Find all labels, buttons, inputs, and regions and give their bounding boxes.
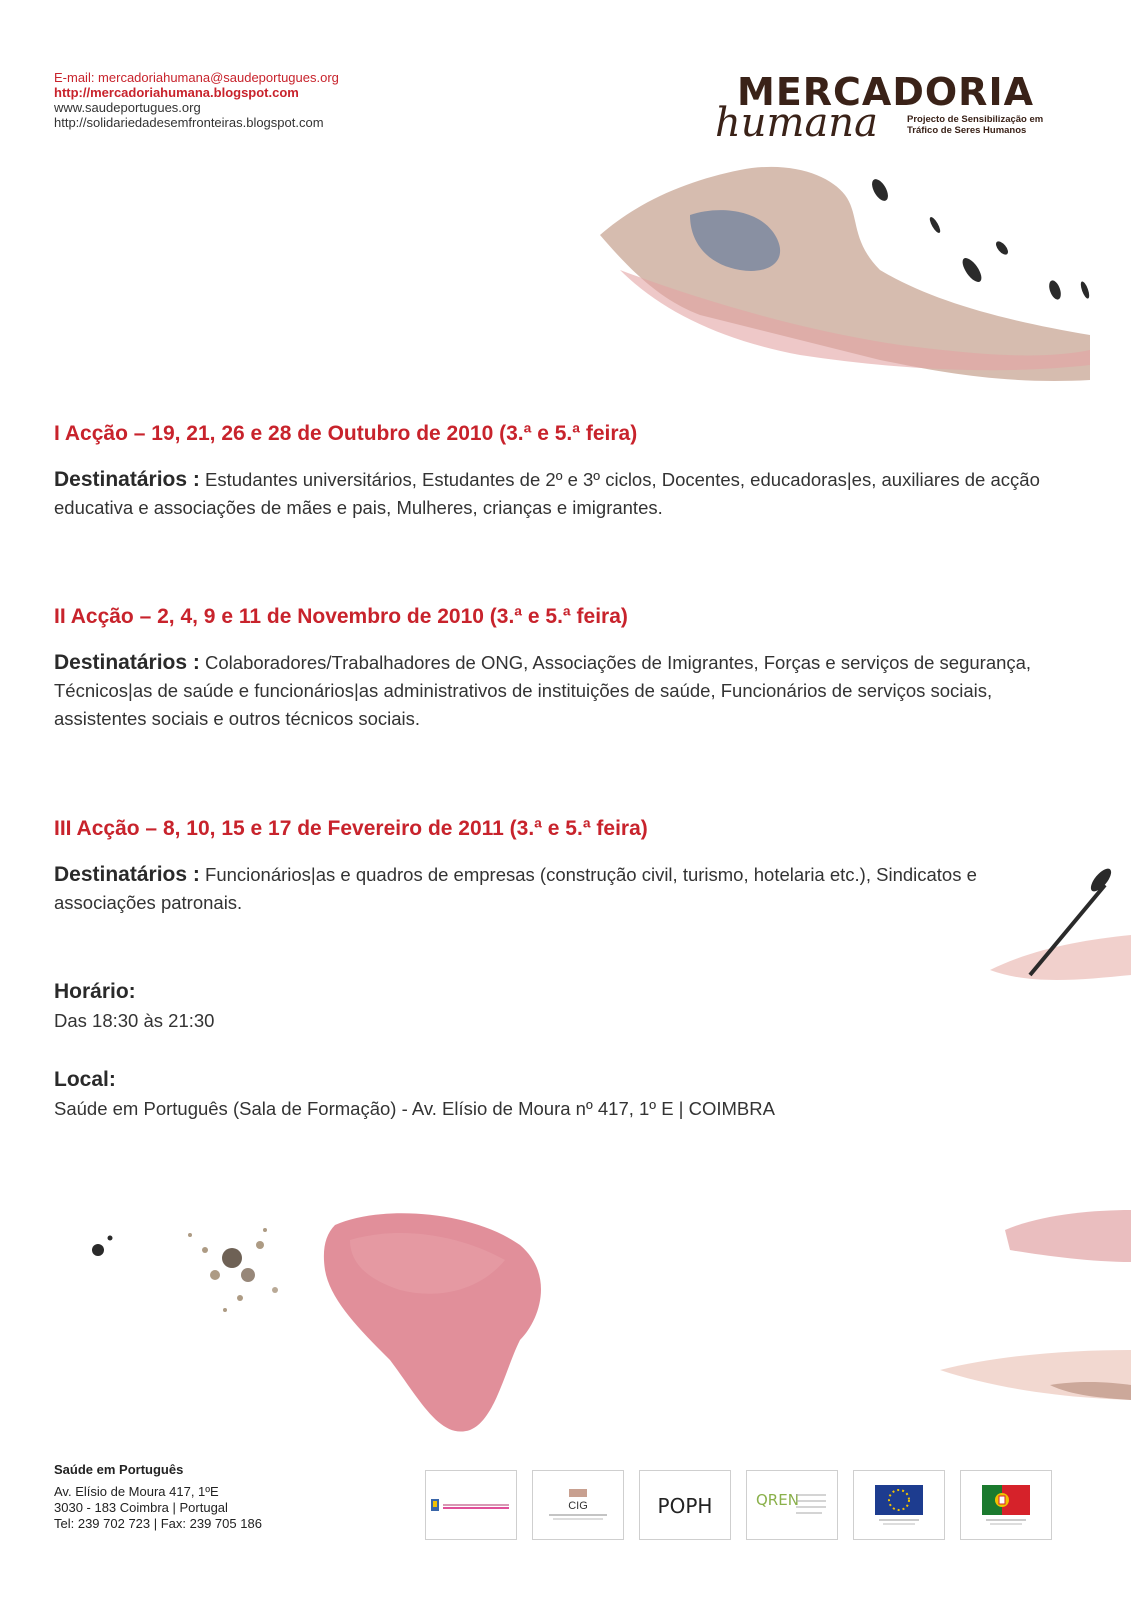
poph-text: POPH — [657, 1494, 713, 1518]
action-1-label: Destinatários : — [54, 468, 200, 491]
saude-em-portugues-logo — [425, 1470, 517, 1540]
qren-text: QREN — [756, 1491, 799, 1509]
action-2-body — [54, 649, 1074, 733]
footer-org: Saúde em Português — [54, 1462, 184, 1477]
action-2-label: Destinatários : — [54, 651, 200, 674]
logo-subtitle — [907, 114, 1043, 136]
action-2-title: II Acção – 2, 4, 9 e 11 de Novembro de 2010 (3.ª e 5.ª feira) — [54, 605, 628, 628]
contact-block — [54, 70, 339, 130]
local-heading: Local: — [54, 1068, 116, 1091]
action-3-text: Funcionários|as e quadros de empresas (construção civil, turismo, hotelaria etc.), Sindicatos e associações patronais. — [54, 864, 977, 913]
action-2-text: Colaboradores/Trabalhadores de ONG, Associações de Imigrantes, Forças e serviços de segurança, Técnicos|as de saúde e funcionários|as administrativos de instituições de saúde, Funcionários de serviços sociais, assistentes sociais e outros técnicos sociais. — [54, 652, 1032, 729]
logo-subtitle-1: Projecto de Sensibilização em — [907, 114, 1044, 125]
logo-line1: MERCADORIA — [737, 70, 1034, 114]
action-1-text: Estudantes universitários, Estudantes de 2º e 3º ciclos, Docentes, educadoras|es, auxiliares de acção educativa e associações de mães e pais, Mulheres, crianças e imigrantes. — [54, 469, 1040, 518]
footer-addr2: 3030 - 183 Coimbra | Portugal — [54, 1500, 228, 1515]
local-value: Saúde em Português (Sala de Formação) - Av. Elísio de Moura nº 417, 1º E | COIMBRA — [54, 1098, 775, 1119]
action-1-title: I Acção – 19, 21, 26 e 28 de Outubro de 2010 (3.ª e 5.ª feira) — [54, 422, 638, 445]
eu-flag-logo — [853, 1470, 945, 1540]
blog-link[interactable]: http://mercadoriahumana.blogspot.com — [54, 85, 299, 100]
site-link[interactable]: www.saudeportugues.org — [54, 100, 201, 115]
action-3-title: III Acção – 8, 10, 15 e 17 de Fevereiro de 2011 (3.ª e 5.ª feira) — [54, 817, 648, 840]
logo-line2: humana — [715, 100, 878, 146]
action-3-body — [54, 861, 1074, 917]
portugal-flag-logo — [960, 1470, 1052, 1540]
cig-logo — [532, 1470, 624, 1540]
action-1-body — [54, 466, 1074, 522]
footer-address — [54, 1462, 262, 1532]
poph-logo — [639, 1470, 731, 1540]
action-3-label: Destinatários : — [54, 863, 200, 886]
horario-heading: Horário: — [54, 980, 136, 1003]
logo-subtitle-2: Tráfico de Seres Humanos — [907, 125, 1027, 136]
cig-text: CIG — [568, 1500, 588, 1512]
footer-tel: Tel: 239 702 723 | Fax: 239 705 186 — [54, 1516, 262, 1531]
blog2-link[interactable]: http://solidariedadesemfronteiras.blogspot.com — [54, 115, 324, 130]
horario-value: Das 18:30 às 21:30 — [54, 1010, 215, 1031]
footer-addr1: Av. Elísio de Moura 417, 1ºE — [54, 1484, 219, 1499]
mercadoria-humana-logo — [715, 48, 1075, 148]
qren-logo — [746, 1470, 838, 1540]
email-link[interactable]: E-mail: mercadoriahumana@saudeportugues.org — [54, 70, 339, 85]
